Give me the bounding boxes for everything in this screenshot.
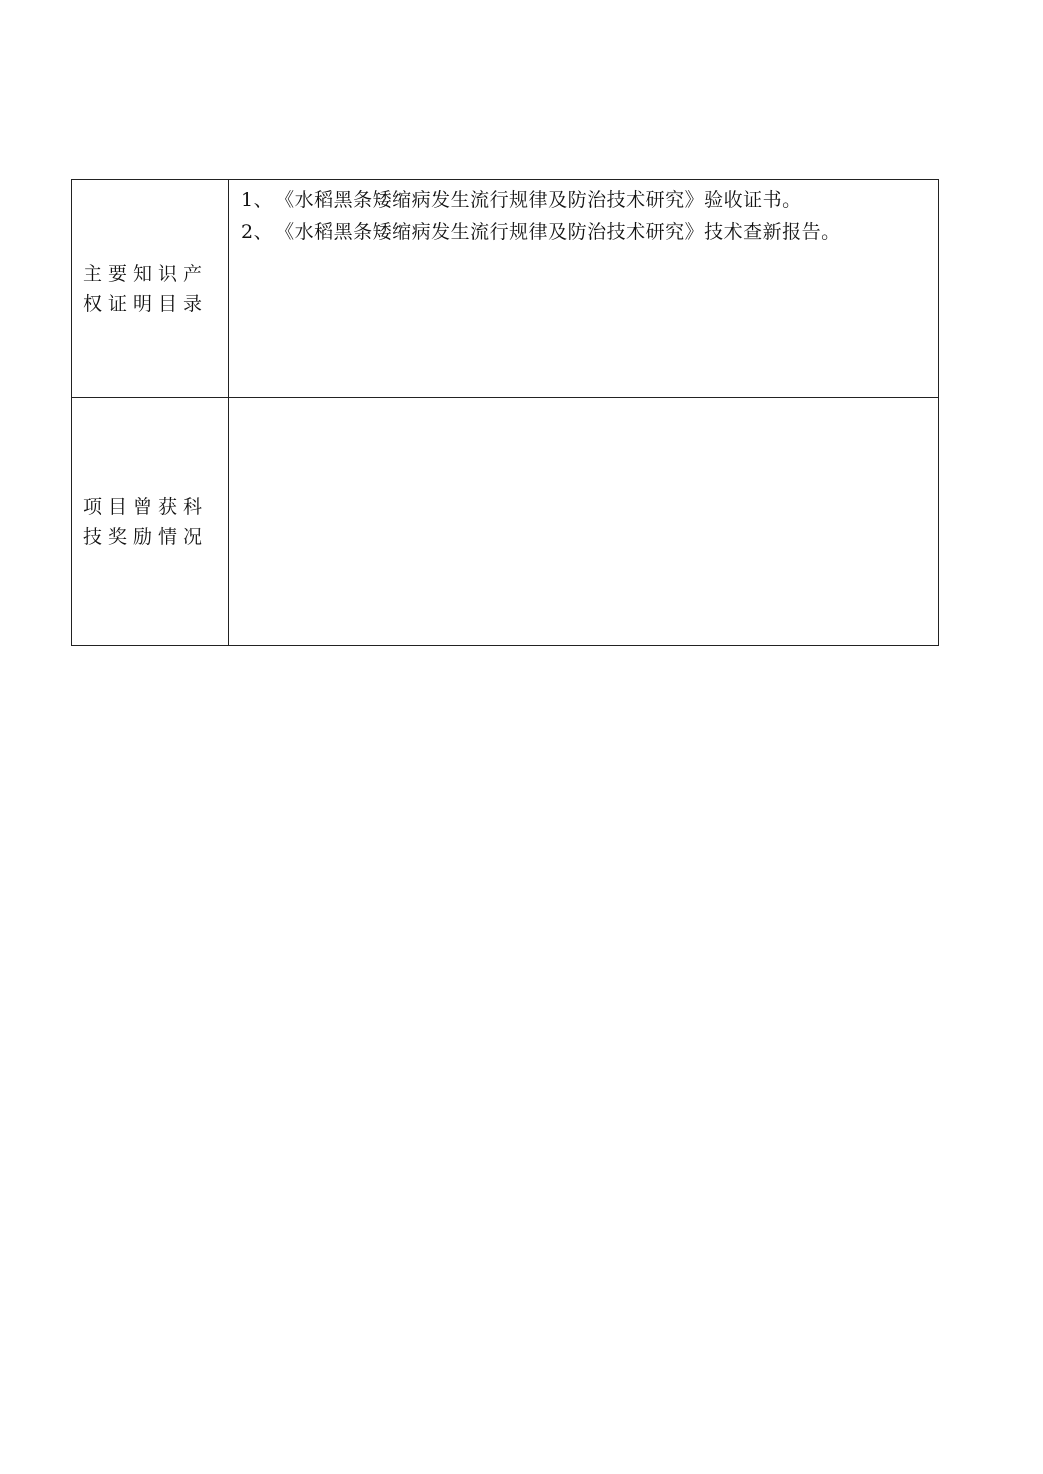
list-item — [241, 184, 928, 216]
row-label-cell — [72, 398, 229, 646]
item-number: 1、 — [241, 189, 274, 211]
item-text: 《水稻黑条矮缩病发生流行规律及防治技术研究》验收证书。 — [275, 189, 802, 211]
info-table — [71, 179, 939, 646]
ip-proof-content — [229, 180, 939, 398]
table-row-ip-proof — [72, 180, 939, 398]
list-item — [241, 216, 928, 248]
awards-label: 项目曾获科技奖励情况 — [83, 495, 209, 548]
item-number: 2、 — [241, 221, 274, 243]
item-text: 《水稻黑条矮缩病发生流行规律及防治技术研究》技术查新报告。 — [275, 221, 841, 243]
awards-content — [229, 398, 939, 646]
ip-proof-list — [241, 184, 928, 248]
table-row-awards — [72, 398, 939, 646]
ip-proof-label: 主要知识产权证明目录 — [83, 262, 209, 315]
row-label-cell — [72, 180, 229, 398]
